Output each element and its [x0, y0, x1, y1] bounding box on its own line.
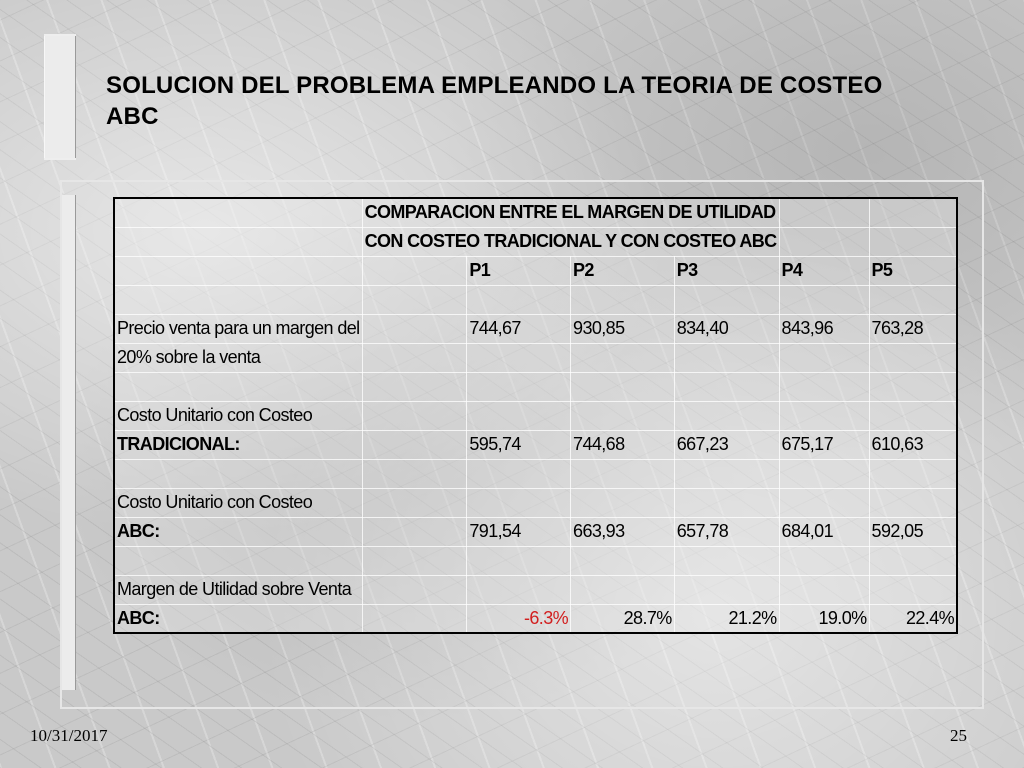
column-header-p1: P1 [467, 256, 571, 285]
table-cell: 28.7% [571, 604, 675, 633]
row-label: ABC: [114, 517, 362, 546]
table-cell-negative: -6.3% [467, 604, 571, 633]
column-header-p5: P5 [869, 256, 957, 285]
table-cell: 763,28 [869, 314, 957, 343]
table-cell: 684,01 [779, 517, 869, 546]
row-label: Precio venta para un margen del [114, 314, 362, 343]
table-row [114, 488, 957, 517]
table-cell: 791,54 [467, 517, 571, 546]
column-header-p4: P4 [779, 256, 869, 285]
table-row [114, 517, 957, 546]
table-spacer-row [114, 546, 957, 575]
table-cell: 930,85 [571, 314, 675, 343]
table-column-header-row [114, 256, 957, 285]
slide-date: 10/31/2017 [30, 726, 108, 745]
slide-title: SOLUCION DEL PROBLEMA EMPLEANDO LA TEORIA DE COSTEO ABC [106, 72, 883, 130]
column-header-p3: P3 [674, 256, 779, 285]
table-row [114, 430, 957, 459]
row-label: Costo Unitario con Costeo [114, 401, 362, 430]
decor-line-top [44, 34, 76, 36]
table-spacer-row [114, 459, 957, 488]
table-cell: 834,40 [674, 314, 779, 343]
row-label: Margen de Utilidad sobre Venta [114, 575, 362, 604]
table-spacer-row [114, 285, 957, 314]
table-cell: 21.2% [674, 604, 779, 633]
table-heading-line2: CON COSTEO TRADICIONAL Y CON COSTEO ABC [362, 227, 779, 256]
slide-page-number: 25 [950, 726, 967, 745]
table-cell: 657,78 [674, 517, 779, 546]
table-row [114, 575, 957, 604]
table-heading-row-2 [114, 227, 957, 256]
table-row [114, 343, 957, 372]
column-header-p2: P2 [571, 256, 675, 285]
table-spacer-row [114, 372, 957, 401]
table-cell: 595,74 [467, 430, 571, 459]
table-row [114, 401, 957, 430]
decor-bar-top-left [44, 34, 76, 160]
table-cell: 610,63 [869, 430, 957, 459]
table-cell: 19.0% [779, 604, 869, 633]
table-cell: 22.4% [869, 604, 957, 633]
table-cell: 744,68 [571, 430, 675, 459]
row-label: 20% sobre la venta [114, 343, 362, 372]
table-cell: 667,23 [674, 430, 779, 459]
table-cell: 675,17 [779, 430, 869, 459]
table-cell: 592,05 [869, 517, 957, 546]
table-row [114, 314, 957, 343]
table-cell: 744,67 [467, 314, 571, 343]
row-label: Costo Unitario con Costeo [114, 488, 362, 517]
decor-line-top-bottom [44, 158, 76, 160]
table-heading-line1: COMPARACION ENTRE EL MARGEN DE UTILIDAD [362, 198, 779, 227]
row-label: TRADICIONAL: [114, 430, 362, 459]
table-heading-row-1 [114, 198, 957, 227]
table-cell: 843,96 [779, 314, 869, 343]
comparison-table [113, 197, 958, 634]
row-label: ABC: [114, 604, 362, 633]
table-cell: 663,93 [571, 517, 675, 546]
table-row [114, 604, 957, 633]
